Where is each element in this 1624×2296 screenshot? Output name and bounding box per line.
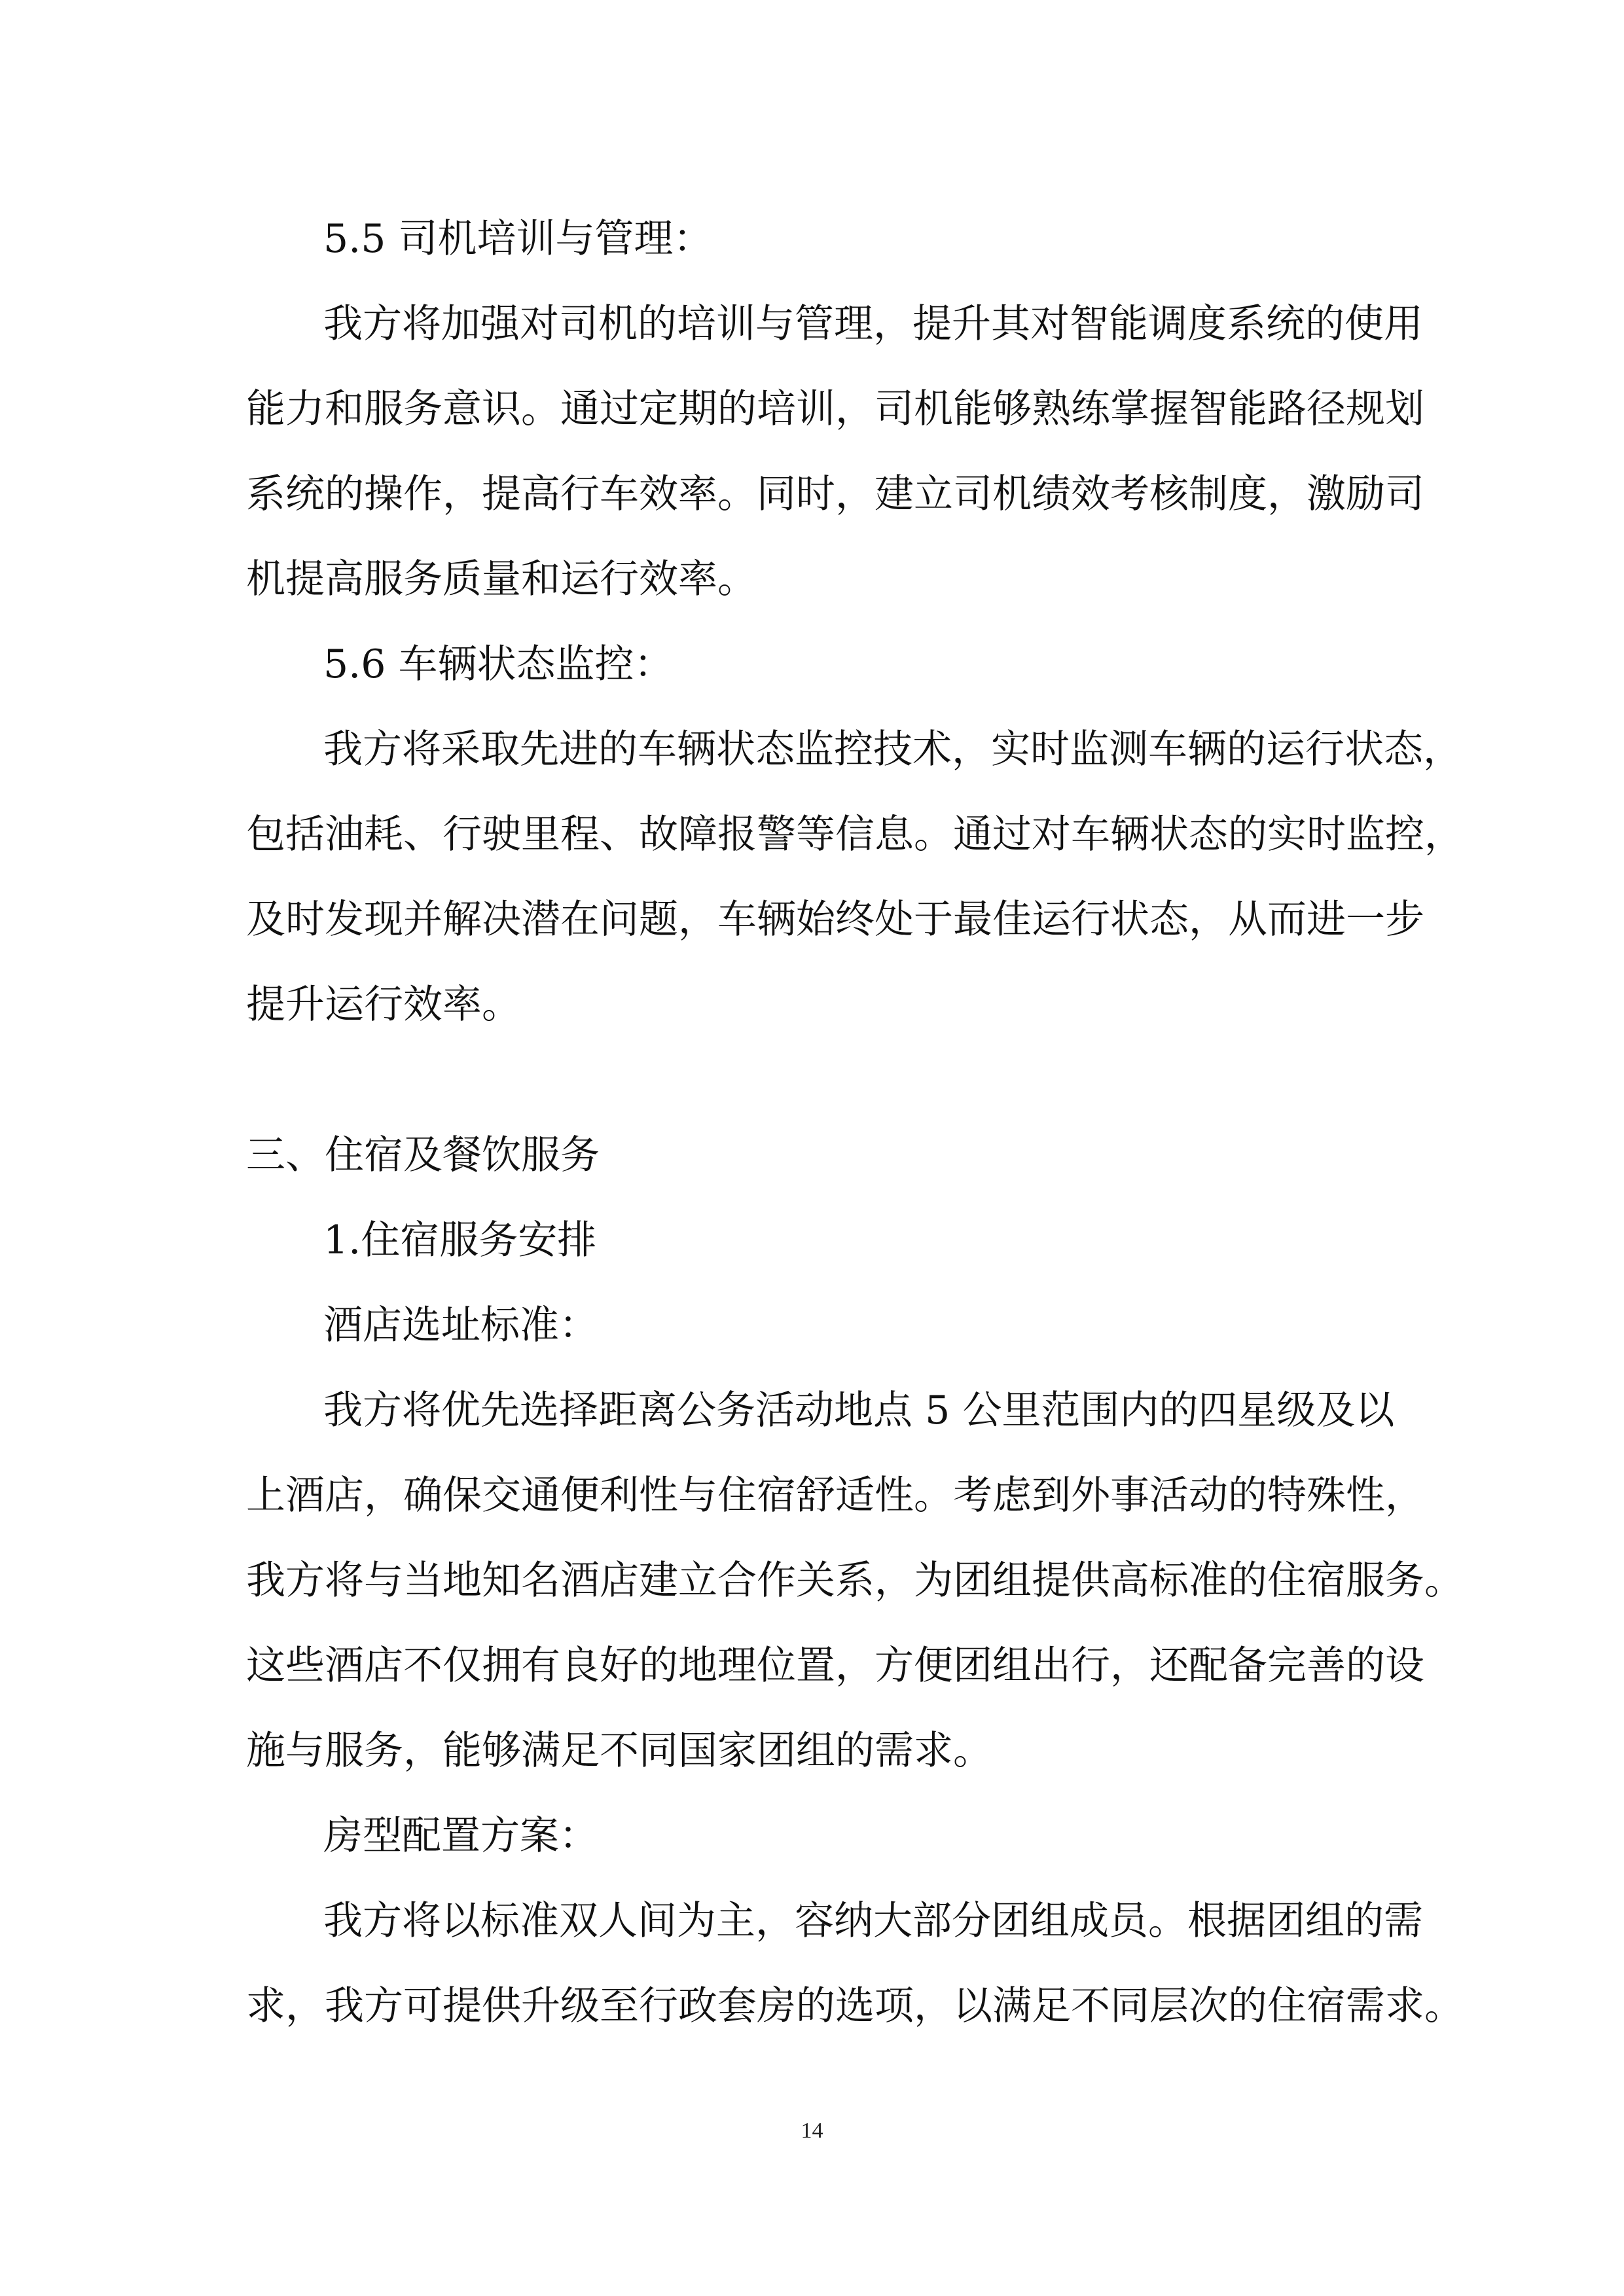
paragraph-line: 及时发现并解决潜在问题，车辆始终处于最佳运行状态，从而进一步 (246, 897, 1424, 942)
paragraph-line: 我方将加强对司机的培训与管理，提升其对智能调度系统的使用 (323, 301, 1423, 347)
room-config-heading: 房型配置方案： (323, 1813, 598, 1859)
paragraph-line: 提升运行效率。 (246, 982, 521, 1028)
paragraph-line: 能力和服务意识。通过定期的培训，司机能够熟练掌握智能路径规划 (246, 386, 1424, 432)
paragraph-line: 施与服务，能够满足不同国家团组的需求。 (246, 1728, 992, 1774)
hotel-selection-heading: 酒店选址标准： (323, 1302, 598, 1348)
chapter-subtitle: 1.住宿服务安排 (323, 1217, 597, 1263)
paragraph-line: 我方将采取先进的车辆状态监控技术，实时监测车辆的运行状态， (323, 726, 1462, 772)
paragraph-line: 机提高服务质量和运行效率。 (246, 556, 757, 602)
paragraph-line: 我方将以标准双人间为主，容纳大部分团组成员。根据团组的需 (323, 1898, 1423, 1944)
page-number: 14 (801, 2119, 823, 2143)
section-heading-driver-training: 5.5 司机培训与管理： (323, 216, 713, 262)
paragraph-line: 系统的操作，提高行车效率。同时，建立司机绩效考核制度，激励司 (246, 471, 1424, 517)
paragraph-line: 上酒店，确保交通便利性与住宿舒适性。考虑到外事活动的特殊性， (246, 1473, 1424, 1518)
paragraph-line: 我方将优先选择距离公务活动地点 5 公里范围内的四星级及以 (323, 1388, 1395, 1433)
paragraph-line: 求，我方可提供升级至行政套房的选项，以满足不同层次的住宿需求。 (246, 1983, 1464, 2029)
paragraph-line: 这些酒店不仅拥有良好的地理位置，方便团组出行，还配备完善的设 (246, 1643, 1424, 1689)
paragraph-line: 我方将与当地知名酒店建立合作关系，为团组提供高标准的住宿服务。 (246, 1558, 1464, 1604)
chapter-title: 三、住宿及餐饮服务 (246, 1132, 600, 1178)
paragraph-line: 包括油耗、行驶里程、故障报警等信息。通过对车辆状态的实时监控， (246, 812, 1464, 857)
section-heading-vehicle-monitoring: 5.6 车辆状态监控： (323, 641, 674, 687)
